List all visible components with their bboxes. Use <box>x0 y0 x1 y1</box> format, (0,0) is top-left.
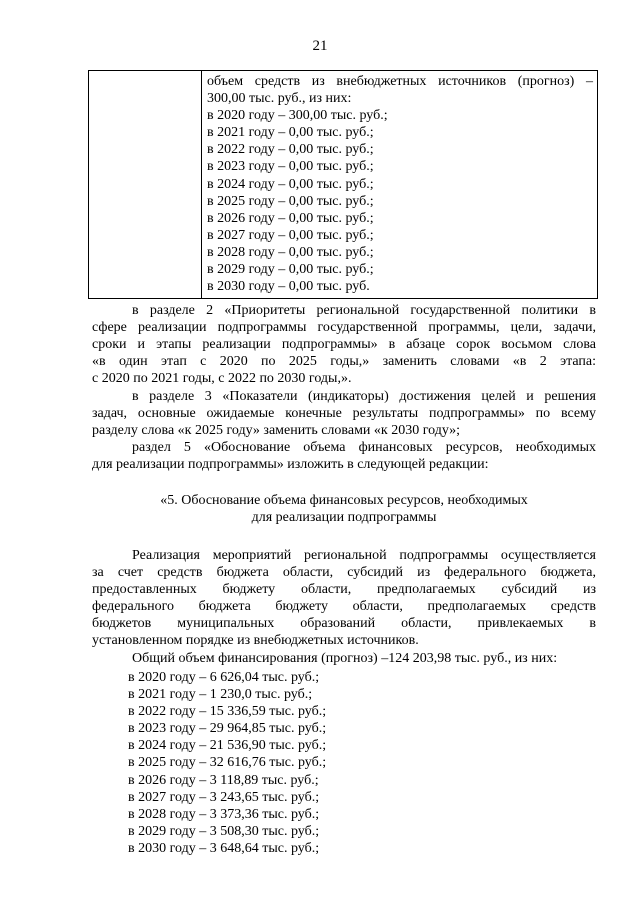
financing-year-line: в 2026 году – 3 118,89 тыс. руб.; <box>128 772 319 788</box>
text-line: задач, основные ожидаемые конечные результаты подпрограммы» по всему <box>92 406 596 422</box>
paragraph-section-2 <box>92 302 596 387</box>
table-cell-funding <box>207 73 593 295</box>
table-year-line: в 2030 году – 0,00 тыс. руб. <box>207 279 370 295</box>
financing-year-line: в 2024 году – 21 536,90 тыс. руб.; <box>128 738 327 754</box>
text-line: для реализации подпрограммы» изложить в следующей редакции: <box>92 457 489 473</box>
section-heading <box>92 492 596 526</box>
financing-year-line: в 2022 году – 15 336,59 тыс. руб.; <box>128 704 327 720</box>
text-line: с 2020 по 2021 годы, с 2022 по 2030 годы,». <box>92 371 352 387</box>
text-line: установленном порядке из внебюджетных источников. <box>92 633 419 649</box>
text-line: предоставленных бюджету области, предполагаемых субсидий из <box>92 582 596 598</box>
table-year-line: в 2025 году – 0,00 тыс. руб.; <box>207 193 374 209</box>
text-line: разделу слова «к 2025 году» заменить словами «к 2030 году»; <box>92 423 461 439</box>
text-line: Реализация мероприятий региональной подпрограммы осуществляется <box>132 548 596 563</box>
table-year-line: в 2024 году – 0,00 тыс. руб.; <box>207 176 374 192</box>
financing-year-line: в 2025 году – 32 616,76 тыс. руб.; <box>128 755 327 771</box>
table-year-line: в 2028 году – 0,00 тыс. руб.; <box>207 244 374 260</box>
table-year-line: в 2027 году – 0,00 тыс. руб.; <box>207 227 374 243</box>
heading-line: «5. Обоснование объема финансовых ресурсов, необходимых <box>160 493 528 508</box>
text-line: «в один этап с 2020 по 2025 годы,» заменить словами «в 2 этапа: <box>92 354 596 370</box>
funding-table <box>88 70 598 299</box>
financing-year-line: в 2029 году – 3 508,30 тыс. руб.; <box>128 823 320 839</box>
text-line: раздел 5 «Обоснование объема финансовых ресурсов, необходимых <box>132 440 596 455</box>
financing-years-list <box>128 669 326 857</box>
heading-line: для реализации подпрограммы <box>251 510 437 526</box>
table-year-line: в 2029 году – 0,00 тыс. руб.; <box>207 262 374 278</box>
text-line: в разделе 3 «Показатели (индикаторы) достижения целей и решения <box>132 389 596 404</box>
table-year-line: в 2022 году – 0,00 тыс. руб.; <box>207 142 374 158</box>
table-year-line: в 2023 году – 0,00 тыс. руб.; <box>207 159 374 175</box>
text-line: сроки и этапы реализации подпрограммы» в абзаце сорок восьмом слова <box>92 337 596 353</box>
text-line: за счет средств бюджета области, субсидий из федерального бюджета, <box>92 565 596 581</box>
paragraph-section-5 <box>92 439 596 473</box>
table-year-line: в 2020 году – 300,00 тыс. руб.; <box>207 108 388 124</box>
financing-year-line: в 2027 году – 3 243,65 тыс. руб.; <box>128 789 320 805</box>
paragraph-section-3 <box>92 388 596 439</box>
financing-year-line: в 2023 году – 29 964,85 тыс. руб.; <box>128 721 327 737</box>
table-cell-line: объем средств из внебюджетных источников (прогноз) – <box>207 74 593 89</box>
paragraph-realization <box>92 547 596 667</box>
page-number: 21 <box>312 38 328 54</box>
text-line: сфере реализации подпрограммы государственной программы, цели, задачи, <box>92 320 596 336</box>
table-year-line: в 2026 году – 0,00 тыс. руб.; <box>207 210 374 226</box>
financing-year-line: в 2020 году – 6 626,04 тыс. руб.; <box>128 670 320 685</box>
text-line: в разделе 2 «Приоритеты региональной государственной политики в <box>132 303 596 318</box>
table-cell-line: 300,00 тыс. руб., из них: <box>207 91 352 107</box>
text-line: федерального бюджета бюджету области, предполагаемых средств <box>92 599 596 615</box>
financing-year-line: в 2030 году – 3 648,64 тыс. руб.; <box>128 840 320 856</box>
financing-year-line: в 2028 году – 3 373,36 тыс. руб.; <box>128 806 320 822</box>
financing-year-line: в 2021 году – 1 230,0 тыс. руб.; <box>128 687 313 703</box>
text-line: бюджетов муниципальных образований области, привлекаемых в <box>92 616 596 632</box>
table-column-divider <box>201 71 202 298</box>
table-year-line: в 2021 году – 0,00 тыс. руб.; <box>207 125 374 141</box>
total-financing-line: Общий объем финансирования (прогноз) –124 203,98 тыс. руб., из них: <box>132 650 558 666</box>
